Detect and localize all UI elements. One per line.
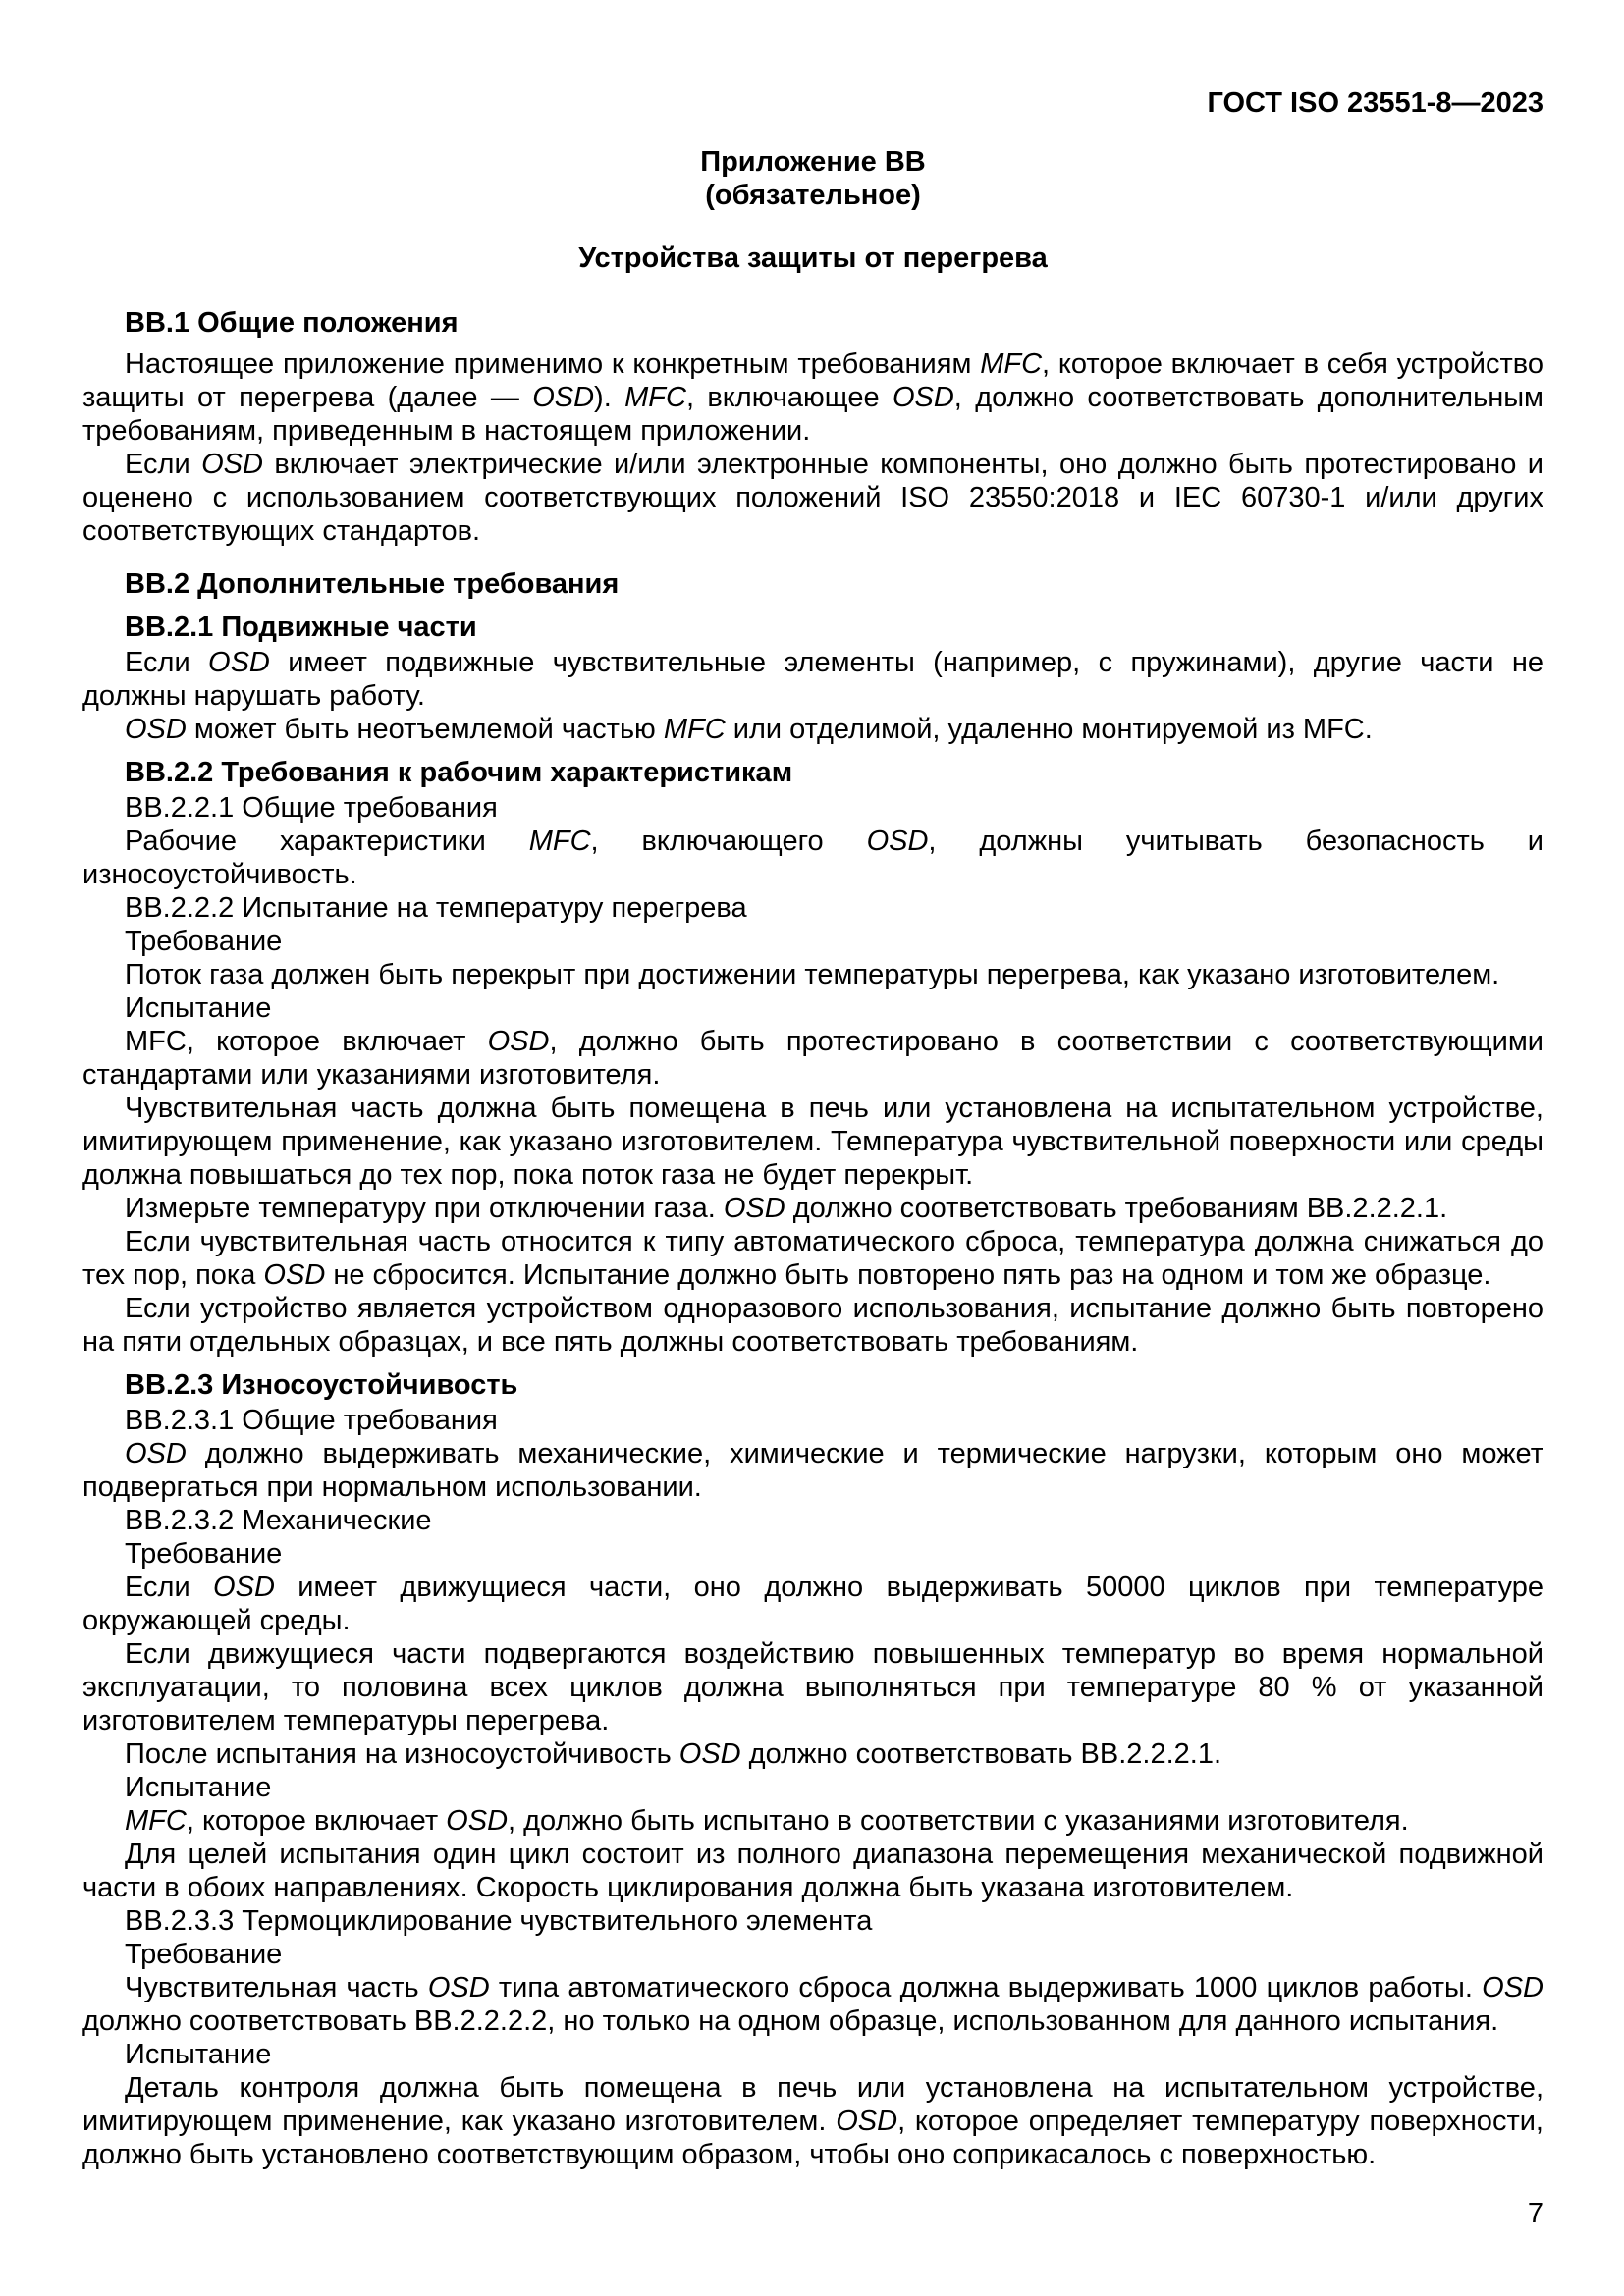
- test-label: Испытание: [125, 1772, 272, 1803]
- paragraph: Если OSD имеет подвижные чувствительные элементы (например, с пружинами), другие части не должны нарушать работу.: [82, 647, 1543, 712]
- paragraph: Чувствительная часть OSD типа автоматического сброса должна выдерживать 1000 циклов работы. OSD должно соответствовать ВВ.2.2.2.2, но только на одном образце, использованном для данного испытания.: [82, 1972, 1543, 2037]
- paragraph: Если OSD включает электрические и/или электронные компоненты, оно должно быть протестировано и оценено с использованием соответствующих положений ISO 23550:2018 и IEC 60730-1 и/или других соответствующих стандартов.: [82, 449, 1543, 547]
- paragraph: После испытания на износоустойчивость OSD должно соответствовать ВВ.2.2.2.1.: [125, 1738, 1222, 1770]
- paragraph: OSD должно выдерживать механические, химические и термические нагрузки, которым оно может подвергаться при нормальном использовании.: [82, 1438, 1543, 1503]
- paragraph: Рабочие характеристики MFC, включающего OSD, должны учитывать безопасность и износоустойчивость.: [82, 826, 1543, 890]
- standard-designation: ГОСТ ISO 23551-8—2023: [1207, 87, 1543, 119]
- heading-bb-2-2-2: ВВ.2.2.2 Испытание на температуру перегрева: [125, 892, 747, 924]
- requirement-label: Требование: [125, 926, 283, 957]
- test-label: Испытание: [125, 2039, 272, 2070]
- paragraph: OSD может быть неотъемлемой частью MFC или отделимой, удаленно монтируемой из MFC.: [125, 714, 1373, 745]
- requirement-label: Требование: [125, 1939, 283, 1970]
- appendix-label: Приложение ВВ: [700, 146, 926, 178]
- paragraph: Для целей испытания один цикл состоит из полного диапазона перемещения механической подвижной части в обоих направлениях. Скорость циклирования должна быть указана изготовителем.: [82, 1839, 1543, 1903]
- document-body: [82, 306, 1543, 2171]
- paragraph: Настоящее приложение применимо к конкретным требованиям MFC, которое включает в себя устройство защиты от перегрева (далее — OSD). MFC, включающее OSD, должно соответствовать дополнительным требованиям, приведенным в настоящем приложении.: [82, 348, 1543, 447]
- heading-bb-2-3-3: ВВ.2.3.3 Термоциклирование чувствительного элемента: [125, 1905, 873, 1937]
- heading-bb-2: ВВ.2 Дополнительные требования: [125, 568, 620, 600]
- document-title: Устройства защиты от перегрева: [578, 242, 1048, 274]
- paragraph: Если чувствительная часть относится к типу автоматического сброса, температура должна снижаться до тех пор, пока OSD не сбросится. Испытание должно быть повторено пять раз на одном и том же образце.: [82, 1226, 1543, 1291]
- heading-bb-2-3: ВВ.2.3 Износоустойчивость: [125, 1369, 518, 1401]
- paragraph: Если устройство является устройством одноразового использования, испытание должно быть повторено на пяти отдельных образцах, и все пять должны соответствовать требованиям.: [82, 1293, 1543, 1358]
- paragraph: Поток газа должен быть перекрыт при достижении температуры перегрева, как указано изготовителем.: [125, 959, 1500, 990]
- heading-bb-2-3-1: ВВ.2.3.1 Общие требования: [125, 1405, 498, 1436]
- paragraph: MFC, которое включает OSD, должно быть протестировано в соответствии с соответствующими стандартами или указаниями изготовителя.: [82, 1026, 1544, 1091]
- appendix-header: [82, 145, 1543, 212]
- paragraph: Если движущиеся части подвергаются воздействию повышенных температур во время нормальной эксплуатации, то половина всех циклов должна выполняться при температуре 80 % от указанной изготовителем температуры перегрева.: [82, 1638, 1543, 1736]
- paragraph: Если OSD имеет движущиеся части, оно должно выдерживать 50000 циклов при температуре окружающей среды.: [82, 1572, 1543, 1636]
- appendix-kind: (обязательное): [705, 180, 921, 211]
- heading-bb-2-3-2: ВВ.2.3.2 Механические: [125, 1505, 432, 1536]
- heading-bb-1: ВВ.1 Общие положения: [125, 307, 459, 339]
- heading-bb-2-2-1: ВВ.2.2.1 Общие требования: [125, 792, 498, 824]
- paragraph: Измерьте температуру при отключении газа. OSD должно соответствовать требованиям ВВ.2.2.2.1.: [125, 1193, 1448, 1224]
- paragraph: Деталь контроля должна быть помещена в печь или установлена на испытательном устройстве, имитирующем применение, как указано изготовителем. OSD, которое определяет температуру поверхности, должно быть установлено соответствующим образом, чтобы оно соприкасалось с поверхностью.: [82, 2072, 1543, 2170]
- page-number: 7: [1527, 2198, 1543, 2229]
- test-label: Испытание: [125, 992, 272, 1024]
- paragraph: Чувствительная часть должна быть помещена в печь или установлена на испытательном устройстве, имитирующем применение, как указано изготовителем. Температура чувствительной поверхности или среды должна повышаться до тех пор, пока поток газа не будет перекрыт.: [82, 1093, 1543, 1191]
- paragraph: MFC, которое включает OSD, должно быть испытано в соответствии с указаниями изготовителя.: [125, 1805, 1409, 1837]
- heading-bb-2-1: ВВ.2.1 Подвижные части: [125, 612, 477, 643]
- requirement-label: Требование: [125, 1538, 283, 1570]
- heading-bb-2-2: ВВ.2.2 Требования к рабочим характеристикам: [125, 757, 793, 788]
